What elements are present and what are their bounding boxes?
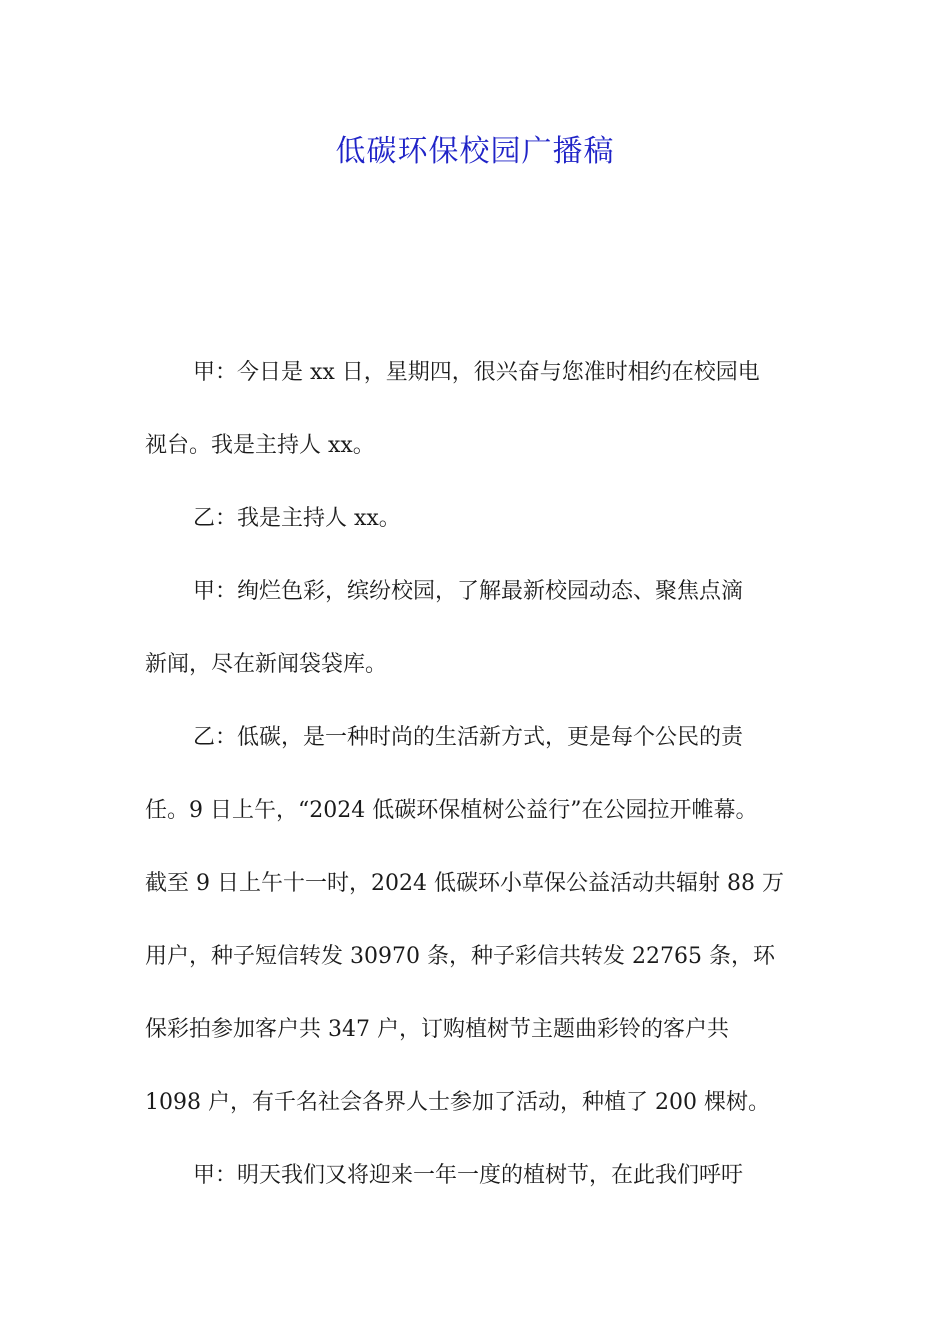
document-body (145, 336, 810, 1212)
paragraph-line: 1098 户，有千名社会各界人士参加了活动，种植了 200 棵树。 (145, 1090, 770, 1115)
paragraph-line: 任。9 日上午，“2024 低碳环保植树公益行”在公园拉开帷幕。 (145, 798, 758, 823)
paragraph-line: 用户，种子短信转发 30970 条，种子彩信共转发 22765 条，环 (145, 944, 775, 969)
paragraph-line: 甲：绚烂色彩，缤纷校园，了解最新校园动态、聚焦点滴 (193, 579, 744, 604)
paragraph-1 (145, 336, 810, 482)
paragraph-line: 甲：今日是 xx 日，星期四，很兴奋与您准时相约在校园电 (193, 360, 760, 385)
paragraph-line: 乙：我是主持人 xx。 (193, 506, 401, 531)
document-title: 低碳环保校园广播稿 (335, 134, 615, 169)
paragraph-line: 乙：低碳，是一种时尚的生活新方式，更是每个公民的责 (193, 725, 744, 750)
paragraph-line: 甲：明天我们又将迎来一年一度的植树节，在此我们呼吁 (193, 1163, 744, 1188)
paragraph-line: 视台。我是主持人 xx。 (145, 433, 375, 458)
paragraph-3 (145, 555, 810, 701)
paragraph-2 (145, 482, 810, 555)
paragraph-5 (145, 1139, 810, 1212)
paragraph-line: 保彩拍参加客户共 347 户，订购植树节主题曲彩铃的客户共 (145, 1017, 729, 1042)
paragraph-4 (145, 701, 810, 1139)
paragraph-line: 新闻，尽在新闻袋袋库。 (145, 652, 388, 677)
paragraph-line: 截至 9 日上午十一时，2024 低碳环小草保公益活动共辐射 88 万 (145, 871, 784, 896)
